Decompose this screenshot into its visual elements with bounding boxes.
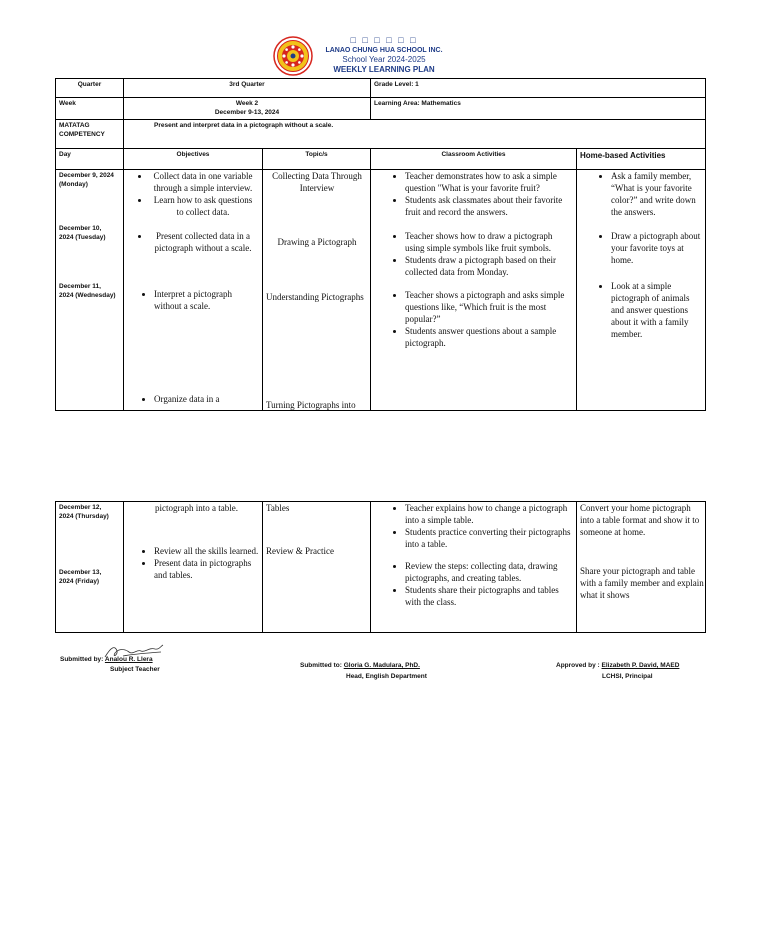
objectives-friday <box>124 545 260 581</box>
objectives-thursday-start <box>124 393 256 405</box>
classroom-monday <box>371 170 571 218</box>
list-item: • Organize data in a <box>154 393 256 405</box>
day-friday-date: December 13, <box>59 569 102 576</box>
col-header-classroom: Classroom Activities <box>371 149 577 170</box>
day-thursday-date: December 12, <box>59 504 102 511</box>
topic-thursday-start: Turning Pictographs into <box>266 400 356 410</box>
submitted-by <box>60 655 153 664</box>
objectives-cell <box>124 170 263 411</box>
header-text <box>318 34 450 75</box>
week-value: Week 2 <box>235 100 259 107</box>
list-item: • Review all the skills learned. <box>154 545 260 557</box>
quarter-value: 3rd Quarter <box>124 79 371 98</box>
submitted-by-label: Submitted by: <box>60 656 105 663</box>
competency-value: Present and interpret data in a pictograph without a scale. <box>124 120 706 149</box>
list-item: • Teacher explains how to change a pictograph into a simple table. <box>405 502 577 526</box>
topics-cell <box>263 170 371 411</box>
home-cell <box>577 170 706 411</box>
topics-cell <box>263 502 371 633</box>
submitted-by-role: Subject Teacher <box>110 666 160 673</box>
list-item: • Students practice converting their pictographs into a table. <box>405 526 577 550</box>
list-item: • Teacher shows a pictograph and asks simple questions like, “Which fruit is the most popular?” <box>405 289 575 325</box>
classroom-wednesday <box>371 289 575 349</box>
col-header-day: Day <box>56 149 124 170</box>
weekly-plan-table-part-2 <box>55 501 706 633</box>
day-monday-date: December 9, 2024 <box>59 172 114 179</box>
classroom-tuesday <box>371 230 571 278</box>
topic-friday: Review & Practice <box>266 546 334 556</box>
topic-wednesday: Understanding Pictographs <box>266 292 364 302</box>
list-item: • Ask a family member, “What is your favorite color?” and write down the answers. <box>611 170 703 218</box>
document-header <box>0 34 768 78</box>
topic-monday: Collecting Data Through Interview <box>272 171 362 193</box>
day-thursday-name: 2024 (Thursday) <box>59 513 109 520</box>
list-item: • Teacher demonstrates how to ask a simple question "What is your favorite fruit? <box>405 170 571 194</box>
approved-by-label: Approved by : <box>556 662 602 669</box>
learning-area: Learning Area: Mathematics <box>371 98 706 120</box>
list-item: • Review the steps: collecting data, drawing pictographs, and creating tables. <box>405 560 571 584</box>
day-monday-name: (Monday) <box>59 181 88 188</box>
approved-by-role: LCHSI, Principal <box>602 673 653 680</box>
topic-thursday-cont: Tables <box>266 503 290 513</box>
day-monday <box>59 171 114 189</box>
list-item: • Teacher shows how to draw a pictograph using simple symbols like fruit symbols. <box>405 230 571 254</box>
classroom-thursday <box>371 502 577 550</box>
day-cell <box>56 502 124 633</box>
weekly-plan-table-part-1 <box>55 78 706 411</box>
table-row <box>56 79 706 98</box>
day-wednesday-date: December 11, <box>59 283 101 290</box>
col-header-home: Home-based Activities <box>577 149 706 170</box>
day-tuesday-name: 2024 (Tuesday) <box>59 234 106 241</box>
home-cell <box>577 502 706 633</box>
day-friday-name: 2024 (Friday) <box>59 578 100 585</box>
day-tuesday <box>59 224 105 242</box>
approved-by <box>556 661 679 670</box>
objectives-cell <box>124 502 263 633</box>
col-header-topics: Topic/s <box>263 149 371 170</box>
home-thursday: Convert your home pictograph into a table format and show it to someone at home. <box>580 503 700 537</box>
list-item: • Present data in pictographs and tables. <box>154 557 260 581</box>
classroom-cell <box>371 502 577 633</box>
day-tuesday-date: December 10, <box>59 225 102 232</box>
submitted-to <box>300 661 420 670</box>
table-header-row <box>56 149 706 170</box>
day-friday <box>59 568 101 586</box>
competency-label-line-1: MATATAG <box>59 122 90 129</box>
list-item: • Students share their pictographs and tables with the class. <box>405 584 571 608</box>
submitted-by-name: Analou R. Llera <box>104 656 153 663</box>
home-wednesday <box>577 280 699 340</box>
objectives-tuesday <box>124 230 256 254</box>
competency-label <box>56 120 124 149</box>
home-tuesday <box>577 230 703 266</box>
table-row <box>56 502 706 633</box>
competency-label-line-2: COMPETENCY <box>59 131 105 138</box>
week-label: Week <box>56 98 124 120</box>
school-seal-icon <box>273 36 313 76</box>
home-friday: Share your pictograph and table with a family member and explain what it shows <box>580 566 704 600</box>
list-item: • Interpret a pictograph without a scale. <box>154 288 248 312</box>
week-cell <box>124 98 371 120</box>
plan-title: WEEKLY LEARNING PLAN <box>333 65 435 74</box>
objectives-monday <box>124 170 256 218</box>
table-row <box>56 120 706 149</box>
school-year: School Year 2024-2025 <box>342 55 426 64</box>
submitted-to-label: Submitted to: <box>300 662 344 669</box>
table-row <box>56 98 706 120</box>
grade-level: Grade Level: 1 <box>371 79 706 98</box>
approved-by-name: Elizabeth P. David, MAED <box>601 662 680 669</box>
day-wednesday-name: 2024 (Wednesday) <box>59 292 116 299</box>
table-row <box>56 170 706 411</box>
list-item: • Students answer questions about a sample pictograph. <box>405 325 575 349</box>
home-monday <box>577 170 703 218</box>
classroom-friday <box>371 560 571 608</box>
list-item: • Look at a simple pictograph of animals and answer questions about it with a family member. <box>611 280 699 340</box>
list-item: • Present collected data in a pictograph without a scale. <box>150 230 256 254</box>
school-chinese-name: □ □ □ □ □ □ <box>350 35 418 45</box>
list-item: • Students draw a pictograph based on their collected data from Monday. <box>405 254 571 278</box>
list-item: • Draw a pictograph about your favorite toys at home. <box>611 230 703 266</box>
topic-tuesday: Drawing a Pictograph <box>277 237 357 247</box>
col-header-objectives: Objectives <box>124 149 263 170</box>
day-wednesday <box>59 282 116 300</box>
objectives-wednesday <box>124 288 248 312</box>
list-item: • Students ask classmates about their favorite fruit and record the answers. <box>405 194 571 218</box>
quarter-label: Quarter <box>56 79 124 98</box>
list-item: • Learn how to ask questions to collect data. <box>150 194 256 218</box>
list-item: • Collect data in one variable through a simple interview. <box>150 170 256 194</box>
school-name: LANAO CHUNG HUA SCHOOL INC. <box>325 47 443 54</box>
submitted-to-role: Head, English Department <box>346 673 427 680</box>
classroom-cell <box>371 170 577 411</box>
submitted-to-name: Gloria G. Madulara, PhD. <box>343 662 420 669</box>
day-cell <box>56 170 124 411</box>
objectives-thursday-cont: pictograph into a table. <box>155 503 238 513</box>
week-dates: December 9-13, 2024 <box>214 109 280 116</box>
day-thursday <box>59 503 109 521</box>
